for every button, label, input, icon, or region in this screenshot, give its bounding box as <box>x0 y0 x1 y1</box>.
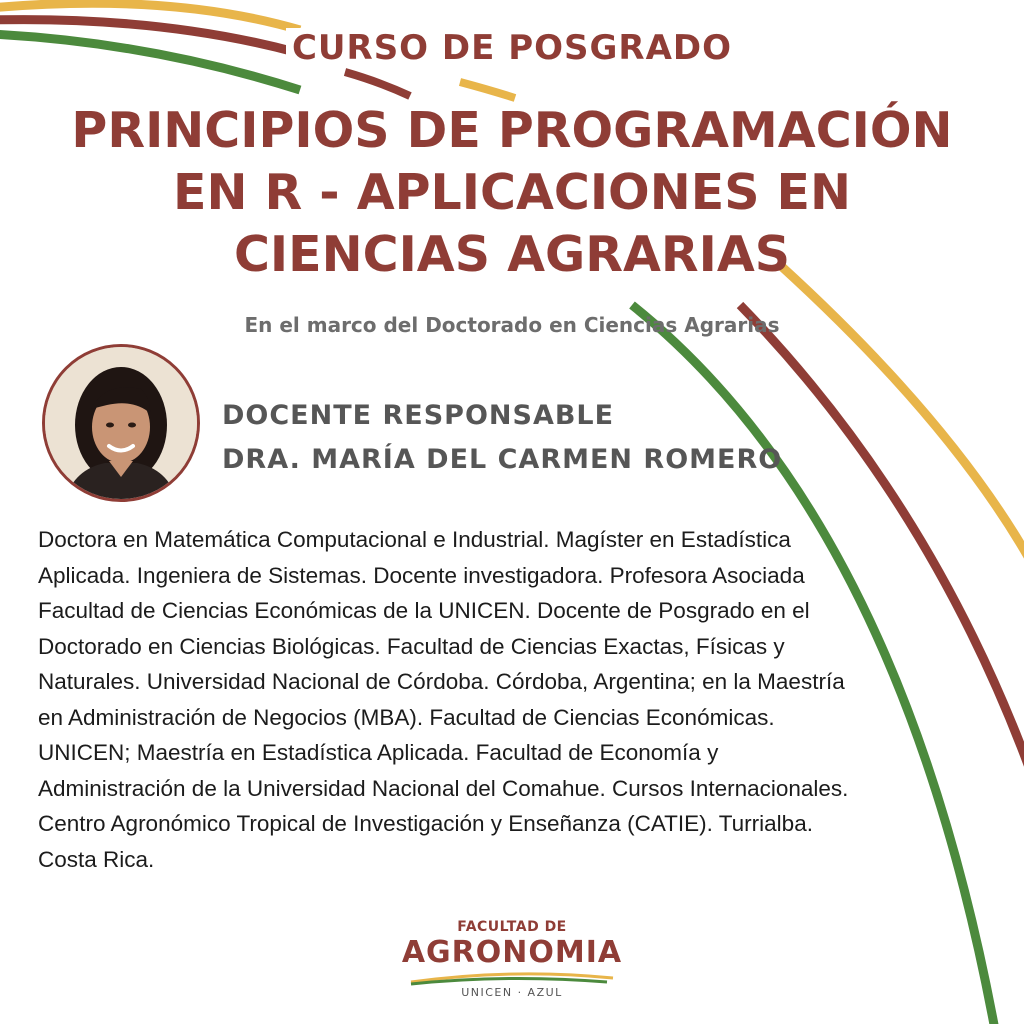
logo-bottom-text: UNICEN · AZUL <box>461 986 563 999</box>
teacher-photo <box>42 344 200 502</box>
faculty-logo <box>400 918 624 1008</box>
teacher-bio: Doctora en Matemática Computacional e Industrial. Magíster en Estadística Aplicada. Ingeniera de Sistemas. Docente investigadora. Profesora Asociada Facultad de Ciencias Económicas de la UNICEN. Docente de Posgrado en el Doctorado en Ciencias Biológicas. Facultad de Ciencias Exactas, Físicas y Naturales. Universidad Nacional de Córdoba. Córdoba, Argentina; en la Maestría en Administración de Negocios (MBA). Facultad de Ciencias Económicas. UNICEN; Maestría en Estadística Aplicada. Facultad de Economía y Administración de la Universidad Nacional del Comahue. Cursos Internacionales. Centro Agronómico Tropical de Investigación y Enseñanza (CATIE). Turrialba. Costa Rica. <box>38 527 849 872</box>
course-title-line-2: EN R - APLICACIONES EN <box>172 164 852 221</box>
course-type-text: CURSO DE POSGRADO <box>286 28 738 68</box>
course-title <box>40 100 984 286</box>
course-subtitle: En el marco del Doctorado en Ciencias Agrarias <box>244 313 780 337</box>
teacher-name: DRA. MARÍA DEL CARMEN ROMERO <box>222 444 783 475</box>
logo-swoosh-icon <box>407 970 617 986</box>
logo-top-text: FACULTAD DE <box>457 919 567 935</box>
portrait-photo-icon <box>45 347 197 499</box>
course-type-heading <box>0 28 1024 68</box>
logo-main-text: AGRONOMIA <box>401 935 623 970</box>
teacher-info <box>222 394 782 482</box>
course-title-line-1: PRINCIPIOS DE PROGRAMACIÓN <box>71 102 953 159</box>
teacher-role: DOCENTE RESPONSABLE <box>222 400 615 431</box>
course-title-line-3: CIENCIAS AGRARIAS <box>233 226 791 283</box>
